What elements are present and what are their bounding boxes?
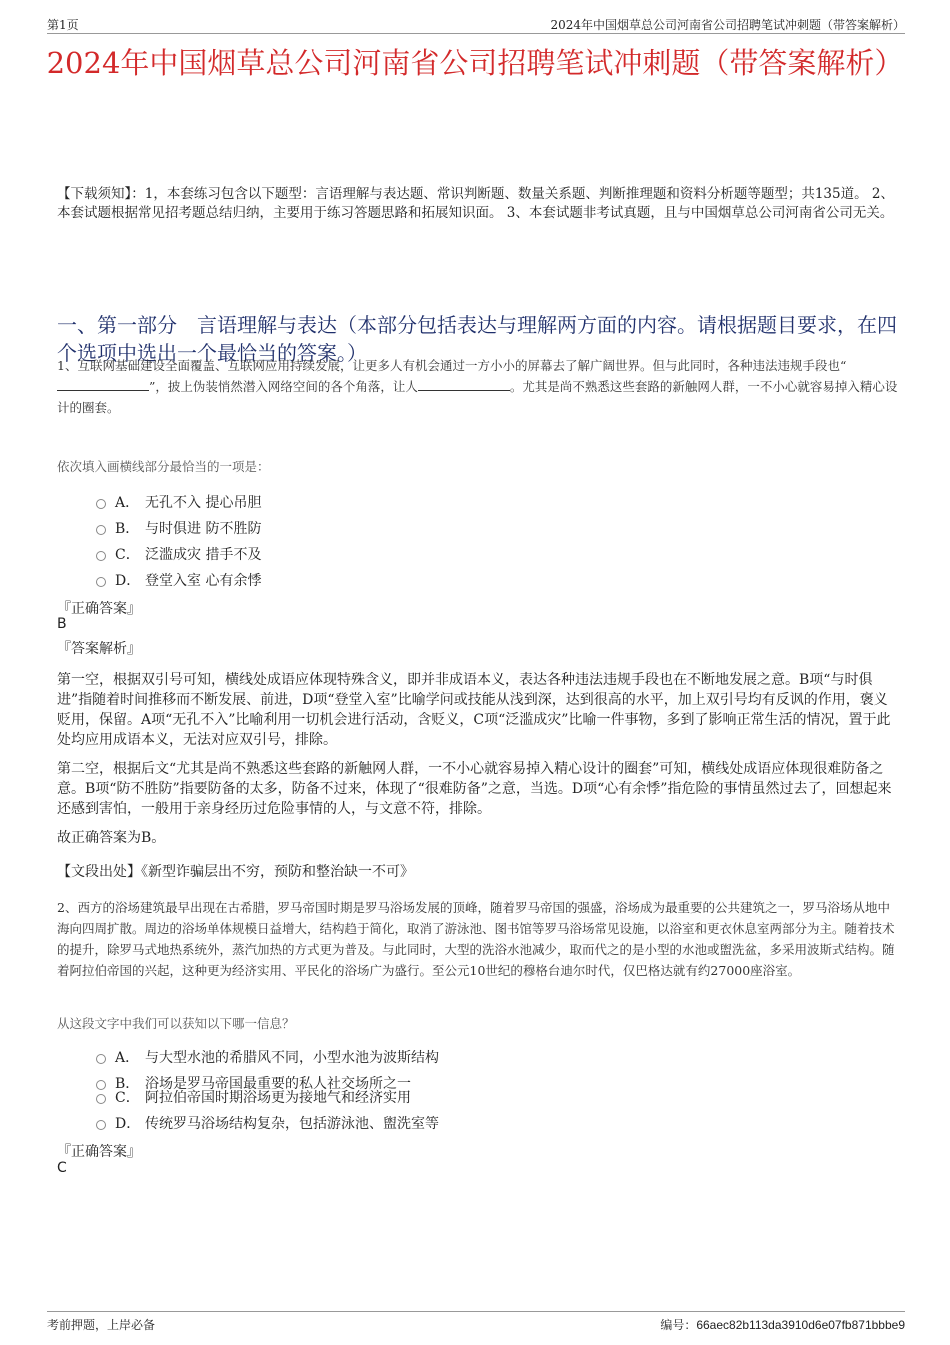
page-header xyxy=(47,14,905,34)
option-letter: D． xyxy=(115,573,141,589)
q1-source: 【文段出处】《新型诈骗层出不穷，预防和整治缺一不可》 xyxy=(57,864,414,880)
q1-analysis-paragraph-2: 第二空，根据后文“尤其是尚不熟悉这些套路的新触网人群，一不小心就容易掉入精心设计的圈套”可知，横线处成语应体现很难防备之意。B项“防不胜防”指要防备的太多，防备不过来，体现了“很难防备”之意，当选。D项“心有余悸”指危险的事情虽然过去了，回想起来还感到害怕，一般用于亲身经历过危险事情的人，与文意不符，排除。 xyxy=(57,761,892,817)
option-letter: B． xyxy=(115,521,140,537)
page-number: 第1页 xyxy=(47,18,79,32)
footer-code: 66aec82b113da3910d6e07fb871bbbe9 xyxy=(696,1318,905,1332)
q2-answer-label: 『正确答案』 xyxy=(57,1144,141,1160)
option-text: 阿拉伯帝国时期浴场更为接地气和经济实用 xyxy=(145,1090,411,1106)
radio-icon[interactable] xyxy=(96,1054,106,1064)
q2-option-a[interactable] xyxy=(96,1047,439,1067)
option-letter: A． xyxy=(115,1050,140,1066)
q1-text-c: 。尤其是尚不熟悉这些套路的新触网人群，一不小心就容易掉入精心设计的圈套。 xyxy=(57,379,898,415)
q1-answer-label: 『正确答案』 xyxy=(57,601,141,617)
q1-answer: B xyxy=(57,616,67,632)
option-text: 登堂入室 心有余悸 xyxy=(145,573,262,589)
blank-1 xyxy=(57,379,149,391)
footer-code-block xyxy=(660,1316,905,1333)
page-footer xyxy=(47,1311,905,1332)
q2-option-c[interactable] xyxy=(96,1087,411,1107)
q1-analysis-conclusion: 故正确答案为B。 xyxy=(57,830,166,846)
option-text: 浴场是罗马帝国最重要的私人社交场所之一 xyxy=(145,1076,411,1092)
footer-slogan: 考前押题，上岸必备 xyxy=(47,1318,156,1332)
option-letter: A． xyxy=(115,495,140,511)
option-text: 传统罗马浴场结构复杂，包括游泳池、盥洗室等 xyxy=(145,1116,439,1132)
option-letter: C． xyxy=(115,1090,140,1106)
radio-icon[interactable] xyxy=(96,1094,106,1104)
footer-code-label: 编号： xyxy=(660,1318,697,1332)
radio-icon[interactable] xyxy=(96,1120,106,1130)
q1-option-b[interactable] xyxy=(96,518,261,538)
download-notice: 【下载须知】：1，本套练习包含以下题型：言语理解与表达题、常识判断题、数量关系题、判断推理题和资料分析题等题型；共135道。 2、本套试题根据常见招考题总结归纳，主要用于练习答题思路和拓展知识面。 3、本套试题非考试真题，且与中国烟草总公司河南省公司无关。 xyxy=(57,186,894,221)
radio-icon[interactable] xyxy=(96,525,106,535)
q1-option-c[interactable] xyxy=(96,544,261,564)
q2-option-d[interactable] xyxy=(96,1113,439,1133)
q2-answer: C xyxy=(57,1160,67,1176)
option-text: 与大型水池的希腊风不同，小型水池为波斯结构 xyxy=(145,1050,439,1066)
radio-icon[interactable] xyxy=(96,499,106,509)
option-letter: D． xyxy=(115,1116,141,1132)
section-heading: 一、第一部分 言语理解与表达（本部分包括表达与理解两方面的内容。请根据题目要求，在四个选项中选出一个最恰当的答案。） xyxy=(57,313,897,365)
q1-option-d[interactable] xyxy=(96,570,261,590)
option-text: 泛滥成灾 措手不及 xyxy=(145,547,262,563)
question-1-text xyxy=(57,355,902,418)
q1-analysis-paragraph-1: 第一空，根据双引号可知，横线处成语应体现特殊含义，即并非成语本义，表达各种违法违规手段也在不断地发展之意。B项“与时俱进”指随着时间推移而不断发展、前进，D项“登堂入室”比喻学问或技能从浅到深，达到很高的水平，加上双引号均有反讽的作用，褒义贬用，保留。A项“无孔不入”比喻利用一切机会进行活动，含贬义，C项“泛滥成灾”比喻一件事物，多到了影响正常生活的情况，置于此处均应用成语本义，无法对应双引号，排除。 xyxy=(57,672,891,748)
radio-icon[interactable] xyxy=(96,577,106,587)
option-text: 与时俱进 防不胜防 xyxy=(145,521,262,537)
header-title: 2024年中国烟草总公司河南省公司招聘笔试冲刺题（带答案解析） xyxy=(550,18,905,32)
document-title: 2024年中国烟草总公司河南省公司招聘笔试冲刺题（带答案解析） xyxy=(46,46,904,80)
q1-text-b: ”，披上伪装悄然潜入网络空间的各个角落，让人 xyxy=(149,379,418,394)
question-2-prompt: 从这段文字中我们可以获知以下哪一信息？ xyxy=(57,1016,295,1031)
blank-2 xyxy=(418,379,510,391)
option-letter: C． xyxy=(115,547,140,563)
option-text: 无孔不入 提心吊胆 xyxy=(145,495,262,511)
q1-text-a: 1、互联网基础建设全面覆盖、互联网应用持续发展，让更多人有机会通过一方小小的屏幕去了解广阔世界。但与此同时，各种违法违规手段也“ xyxy=(57,358,847,373)
q1-analysis-label: 『答案解析』 xyxy=(57,641,141,657)
question-1-prompt: 依次填入画横线部分最恰当的一项是： xyxy=(57,459,270,474)
radio-icon[interactable] xyxy=(96,551,106,561)
q1-option-a[interactable] xyxy=(96,492,261,512)
question-2-text: 2、西方的浴场建筑最早出现在古希腊，罗马帝国时期是罗马浴场发展的顶峰，随着罗马帝国的强盛，浴场成为最重要的公共建筑之一，罗马浴场从地中海向四周扩散。周边的浴场单体规模日益增大，结构趋于简化，取消了游泳池、图书馆等罗马浴场常见设施，以浴室和更衣休息室两部分为主。随着技术的提升，除罗马式地热系统外，蒸汽加热的方式更为普及。与此同时，大型的洗浴水池减少，取而代之的是小型的水池或盥洗盆，多采用波斯式结构。随着阿拉伯帝国的兴起，这种更为经济实用、平民化的浴场广为盛行。至公元10世纪的穆格台迪尔时代，仅巴格达就有约27000座浴室。 xyxy=(57,900,895,978)
option-letter: B． xyxy=(115,1076,140,1092)
